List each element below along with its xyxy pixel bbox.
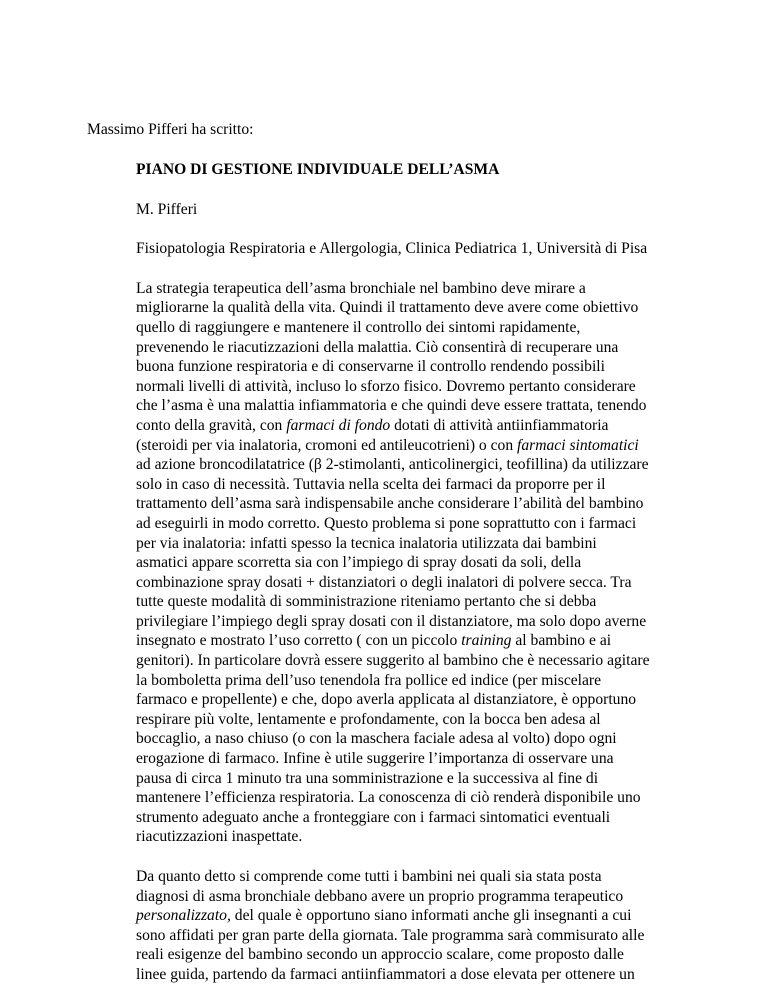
text-line: [136, 887, 744, 907]
text-line: [136, 926, 744, 946]
italic-text: personalizzato,: [136, 907, 231, 925]
text-line: [136, 338, 744, 358]
text-line: [136, 357, 744, 377]
text-run: combinazione spray dosati + distanziatori o degli inalatori di polvere secca. Tra: [136, 573, 632, 591]
text-line: [136, 553, 744, 573]
text-line: [136, 475, 744, 495]
text-line: [136, 965, 744, 985]
article-author: M. Pifferi: [136, 200, 198, 218]
text-line: [136, 396, 744, 416]
text-run: per via inalatoria: infatti spesso la tecnica inalatoria utilizzata dai bambini: [136, 534, 597, 552]
text-run: diagnosi di asma bronchiale debbano avere un proprio programma terapeutico: [136, 887, 624, 905]
text-line: [136, 592, 744, 612]
text-run: quello di raggiungere e mantenere il controllo dei sintomi rapidamente,: [136, 318, 581, 336]
text-line: [136, 749, 744, 769]
text-run: reali esigenze del bambino secondo un approccio scalare, come proposto dalle: [136, 946, 624, 964]
text-run: ad azione broncodilatatrice (β 2-stimolanti, anticolinergici, teofillina) da utilizzare: [136, 456, 649, 474]
intro-line: Massimo Pifferi ha scritto:: [87, 121, 254, 138]
text-run: erogazione di farmaco. Infine è utile suggerire l’importanza di osservare una: [136, 750, 614, 768]
text-run: prevenendo le riacutizzazioni della malattia. Ciò consentirà di recuperare una: [136, 338, 619, 356]
text-run: tutte queste modalità di somministrazione riteniamo pertanto che si debba: [136, 593, 597, 611]
text-run: che l’asma è una malattia infiammatoria e che quindi deve essere trattata, tenendo: [136, 397, 647, 415]
italic-text: training: [461, 632, 512, 650]
paragraph-2: [136, 867, 744, 985]
text-run: (steroidi per via inalatoria, cromoni ed antileucotrieni) o con: [136, 436, 518, 454]
text-line: [136, 769, 744, 789]
text-line: [136, 377, 744, 397]
text-line: [136, 827, 744, 847]
text-run: La strategia terapeutica dell’asma bronchiale nel bambino deve mirare a: [136, 279, 586, 297]
text-run: respirare più volte, lentamente e profondamente, con la bocca ben adesa al: [136, 710, 601, 728]
article-title: PIANO DI GESTIONE INDIVIDUALE DELL’ASMA: [136, 161, 500, 178]
text-line: [136, 671, 744, 691]
text-run: al bambino e ai: [511, 632, 612, 650]
text-run: ad eseguirli in modo corretto. Questo problema si pone soprattutto con i farmaci: [136, 514, 637, 532]
text-run: boccaglio, a naso chiuso (o con la maschera faciale adesa al volto) dopo ogni: [136, 730, 617, 748]
text-run: strumento adeguato anche a fronteggiare con i farmaci sintomatici eventuali: [136, 808, 611, 826]
text-run: del quale è opportuno siano informati anche gli insegnanti a cui: [230, 907, 632, 925]
text-line: [136, 651, 744, 671]
article-body: [136, 160, 744, 1005]
text-run: sono affidati per gran parte della giornata. Tale programma sarà commisurato alle: [136, 926, 645, 944]
text-run: dotati di attività antiinfiammatoria: [390, 416, 609, 434]
text-run: asmatici appare scorretta sia con l’impiego di spray dosati da soli, della: [136, 554, 582, 572]
text-line: [136, 690, 744, 710]
article-affiliation: Fisiopatologia Respiratoria e Allergologia, Clinica Pediatrica 1, Università di Pisa: [136, 240, 648, 258]
text-line: [136, 416, 744, 436]
text-line: [136, 867, 744, 887]
italic-text: farmaci di fondo: [286, 416, 391, 434]
text-line: [136, 279, 744, 299]
text-line: [136, 808, 744, 828]
text-run: migliorarne la qualità della vita. Quindi il trattamento deve avere come obiettivo: [136, 299, 639, 317]
text-run: genitori). In particolare dovrà essere suggerito al bambino che è necessario agitare: [136, 652, 650, 670]
text-line: [136, 710, 744, 730]
text-run: la bomboletta prima dell’uso tenendola fra pollice ed indice (per miscelare: [136, 671, 602, 689]
text-line: [136, 436, 744, 456]
text-line: [136, 298, 744, 318]
paragraph-1: [136, 279, 744, 847]
text-run: conto della gravità, con: [136, 416, 287, 434]
text-run: linee guida, partendo da farmaci antiinfiammatori a dose elevata per ottenere un: [136, 965, 635, 983]
text-run: mantenere l’efficienza respiratoria. La conoscenza di ciò renderà disponibile uno: [136, 789, 641, 807]
text-run: farmaco e propellente) e che, dopo averla applicata al distanziatore, è opportuno: [136, 691, 637, 709]
text-line: [136, 945, 744, 965]
text-line: [136, 788, 744, 808]
text-line: [136, 631, 744, 651]
text-line: [136, 318, 744, 338]
text-run: riacutizzazioni inaspettate.: [136, 828, 303, 846]
text-run: normali livelli di attività, incluso lo sforzo fisico. Dovremo pertanto considerare: [136, 377, 636, 395]
text-run: trattamento dell’asma sarà indispensabile anche considerare l’abilità del bambino: [136, 495, 644, 513]
text-line: [136, 573, 744, 593]
text-run: buona funzione respiratoria e di conservarne il controllo rendendo possibili: [136, 358, 605, 376]
text-line: [136, 612, 744, 632]
text-line: [136, 534, 744, 554]
text-line: [136, 906, 744, 926]
text-line: [136, 494, 744, 514]
text-run: pausa di circa 1 minuto tra una somministrazione e la successiva al fine di: [136, 769, 599, 787]
text-run: Da quanto detto si comprende come tutti i bambini nei quali sia stata posta: [136, 868, 602, 885]
text-run: privilegiare l’impiego degli spray dosati con il distanziatore, ma solo dopo averne: [136, 612, 647, 630]
text-run: solo in caso di necessità. Tuttavia nella scelta dei farmaci da proporre per il: [136, 475, 606, 493]
text-line: [136, 514, 744, 534]
italic-text: farmaci sintomatici: [517, 436, 639, 454]
text-line: [136, 729, 744, 749]
text-line: [136, 455, 744, 475]
text-run: insegnato e mostrato l’uso corretto ( con un piccolo: [136, 632, 462, 650]
